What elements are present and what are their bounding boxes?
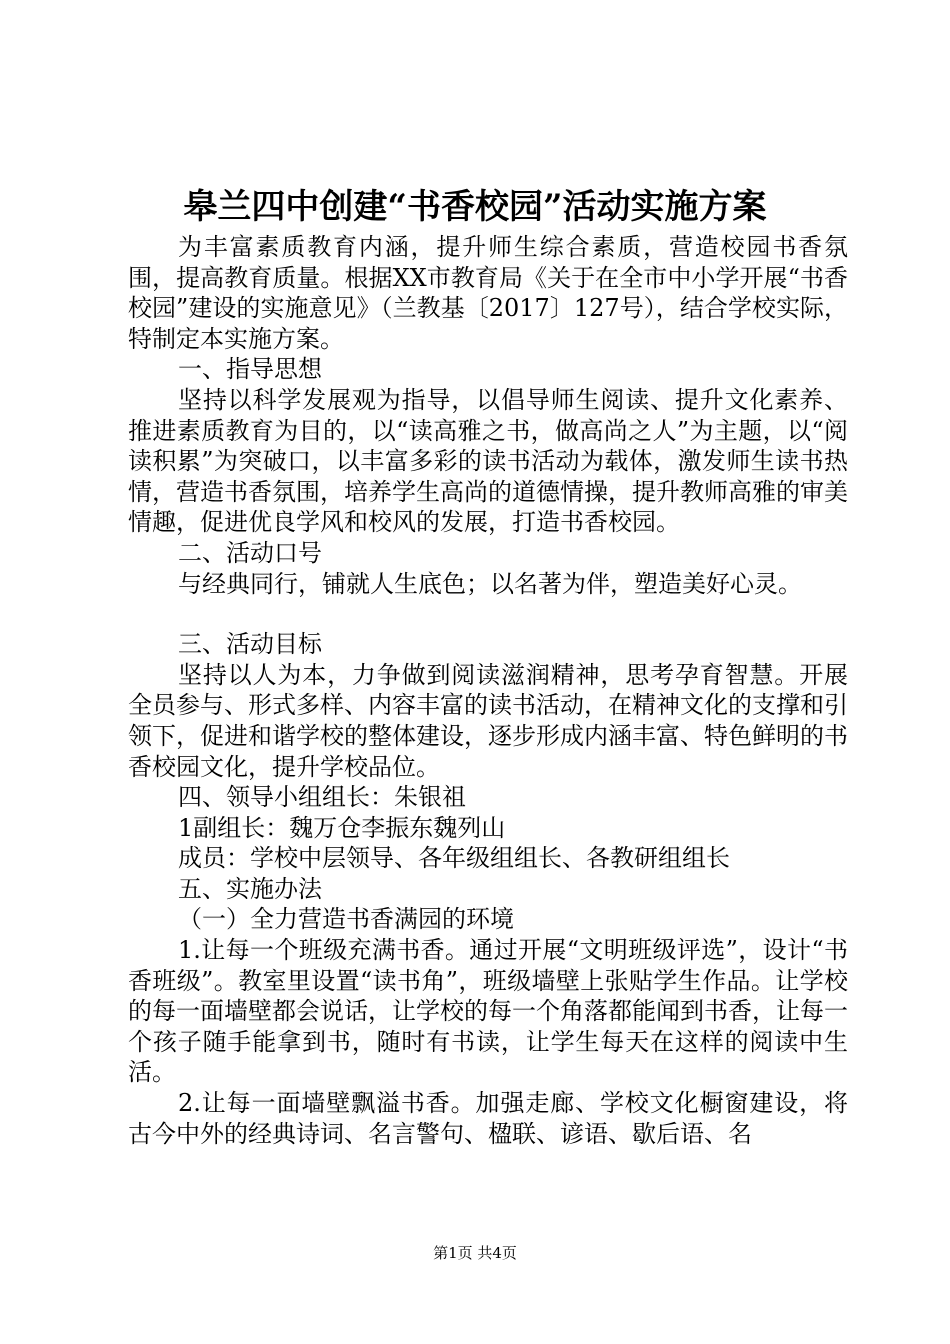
section-heading: 五、实施办法 xyxy=(178,874,322,903)
body-paragraph: 2.让每一面墙壁飘溢书香。加强走廊、学校文化橱窗建设，将古今中外的经典诗词、名言警句、楹联、谚语、歇后语、名 xyxy=(128,1089,848,1148)
body-paragraph: 坚持以人为本，力争做到阅读滋润精神，思考孕育智慧。开展全员参与、形式多样、内容丰富的读书活动，在精神文化的支撑和引领下，促进和谐学校的整体建设，逐步形成内涵丰富、特色鲜明的书香校园文化，提升学校品位。 xyxy=(128,660,848,781)
page-footer: 第1页 共4页 xyxy=(433,1244,517,1262)
subsection-heading: （一）全力营造书香满园的环境 xyxy=(178,905,514,934)
blank-line xyxy=(128,599,848,629)
body-line: 1副组长：魏万仓李振东魏列山 xyxy=(178,813,506,842)
section-heading: 三、活动目标 xyxy=(178,630,322,659)
section-heading: 一、指导思想 xyxy=(178,355,322,384)
document-title: 皋兰四中创建“书香校园”活动实施方案 xyxy=(183,187,767,227)
body-paragraph: 坚持以科学发展观为指导，以倡导师生阅读、提升文化素养、推进素质教育为目的，以“读高雅之书，做高尚之人”为主题，以“阅读积累”为突破口，以丰富多彩的读书活动为载体，激发师生读书热情，营造书香氛围，培养学生高尚的道德情操，提升教师高雅的审美情趣，促进优良学风和校风的发展，打造书香校园。 xyxy=(128,385,848,537)
section-heading: 四、领导小组组长：朱银祖 xyxy=(178,783,466,812)
slogan-line: 与经典同行，铺就人生底色；以名著为伴，塑造美好心灵。 xyxy=(178,569,802,598)
document-body xyxy=(128,232,848,1149)
body-line: 成员：学校中层领导、各年级组组长、各教研组组长 xyxy=(178,844,730,873)
intro-paragraph: 为丰富素质教育内涵，提升师生综合素质，营造校园书香氛围，提高教育质量。根据XX市教育局《关于在全市中小学开展“书香校园”建设的实施意见》（兰教基〔2017〕127号），结合学校实际，特制定本实施方案。 xyxy=(128,233,848,353)
body-paragraph: 1.让每一个班级充满书香。通过开展“文明班级评选”，设计“书香班级”。教室里设置“读书角”，班级墙壁上张贴学生作品。让学校的每一面墙壁都会说话，让学校的每一个角落都能闻到书香，让每一个孩子随手能拿到书，随时有书读，让学生每天在这样的阅读中生活。 xyxy=(128,936,848,1087)
section-heading: 二、活动口号 xyxy=(178,538,322,567)
